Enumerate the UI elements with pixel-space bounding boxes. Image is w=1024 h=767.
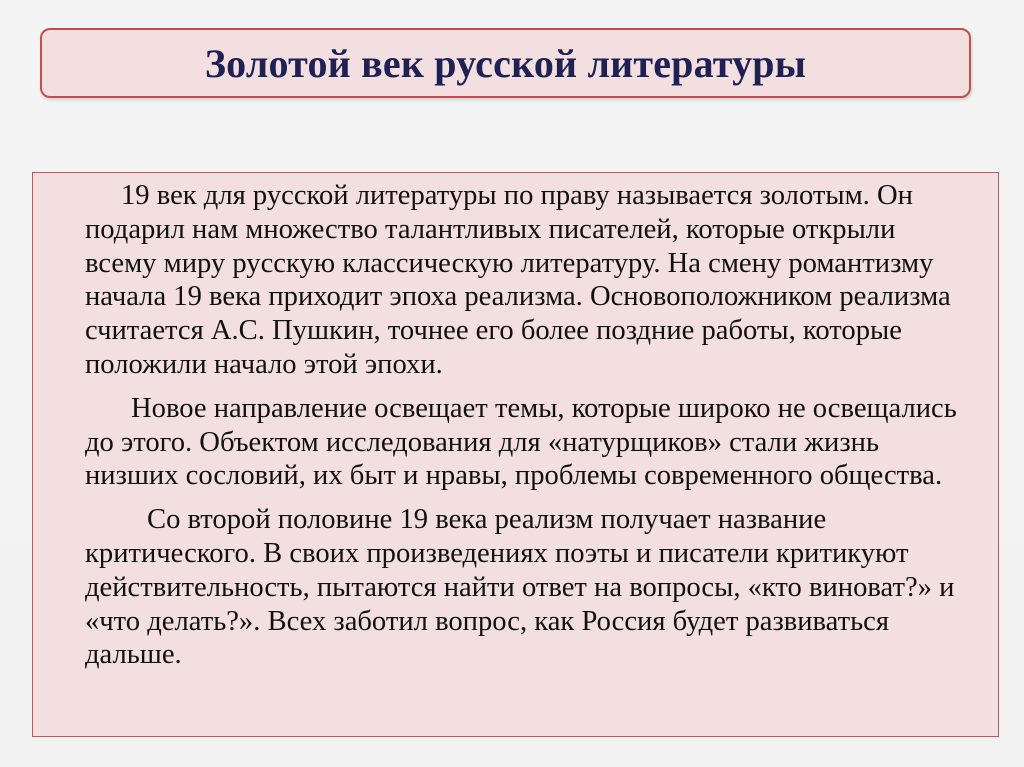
paragraph-golden-age: 19 век для русской литературы по праву называется золотым. Он подарил нам множество талантливых писателей, которые открыли всему миру русскую классическую литературу. На смену романтизму начала 19 века приходит эпоха реализма. Основоположником реализма считается А.С. Пушкин, точнее его более поздние работы, которые положили начало этой эпохи. xyxy=(85,180,951,380)
slide-title: Золотой век русской литературы xyxy=(204,40,807,86)
paragraph-critical-realism: Со второй половине 19 века реализм получает название критического. В своих произведениях поэты и писатели критикуют действительность, пытаются найти ответ на вопросы, «кто виноват?» и «что делать?». Всех заботил вопрос, как Россия будет развиваться дальше. xyxy=(85,504,955,671)
content-box xyxy=(32,172,999,737)
title-box xyxy=(40,28,971,98)
paragraph-new-direction: Новое направление освещает темы, которые широко не освещались до этого. Объектом исследования для «натурщиков» стали жизнь низших сословий, их быт и нравы, проблемы современного общества. xyxy=(85,392,957,492)
